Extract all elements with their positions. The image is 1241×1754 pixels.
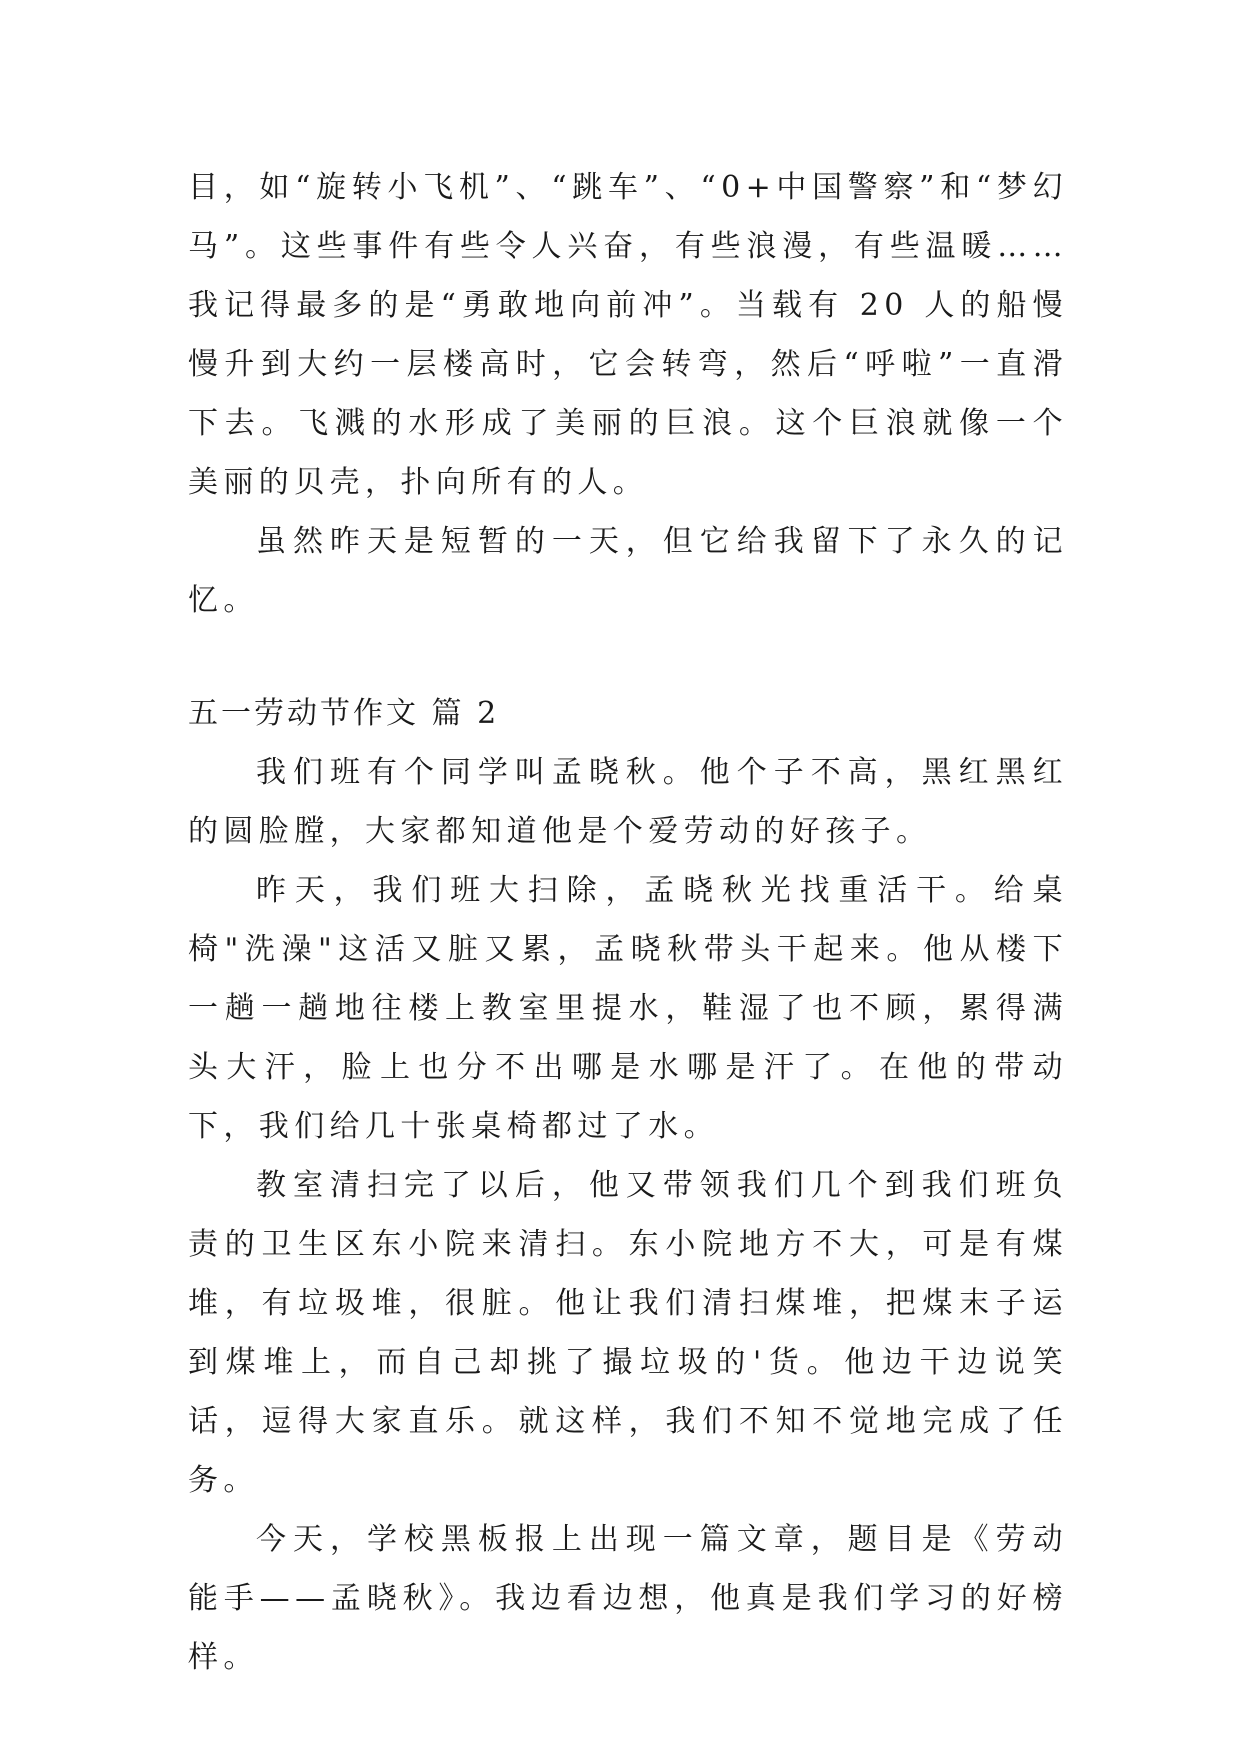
paragraph-closing: 虽然昨天是短暂的一天，但它给我留下了永久的记忆。 <box>188 524 1068 618</box>
paragraph-continuation: 目，如“旋转小飞机”、“跳车”、“0+中国警察”和“梦幻马”。这些事件有些令人兴奋，有些浪漫，有些温暖……我记得最多的是“勇敢地向前冲”。当载有 20 人的船慢慢升到大约一层楼高时，它会转弯，然后“呼啦”一直滑下去。飞溅的水形成了美丽的巨浪。这个巨浪就像一个美丽的贝壳，扑向所有的人。 <box>188 170 1069 500</box>
paragraph: 昨天，我们班大扫除，孟晓秋光找重活干。给桌椅"洗澡"这活又脏又累，孟晓秋带头干起来。他从楼下一趟一趟地往楼上教室里提水，鞋湿了也不顾，累得满头大汗，脸上也分不出哪是水哪是汗了。在他的带动下，我们给几十张桌椅都过了水。 <box>188 873 1068 1144</box>
paragraph: 教室清扫完了以后，他又带领我们几个到我们班负责的卫生区东小院来清扫。东小院地方不大，可是有煤堆，有垃圾堆，很脏。他让我们清扫煤堆，把煤末子运到煤堆上，而自己却挑了撮垃圾的'货。他边干边说笑话，逗得大家直乐。就这样，我们不知不觉地完成了任务。 <box>188 1168 1068 1498</box>
paragraph: 我们班有个同学叫孟晓秋。他个子不高，黑红黑红的圆脸膛，大家都知道他是个爱劳动的好孩子。 <box>188 755 1068 849</box>
section-heading: 五一劳动节作文 篇 2 <box>188 696 500 731</box>
document-body <box>188 158 1068 1687</box>
paragraph: 今天，学校黑板报上出现一篇文章，题目是《劳动能手——孟晓秋》。我边看边想，他真是我们学习的好榜样。 <box>188 1522 1068 1675</box>
